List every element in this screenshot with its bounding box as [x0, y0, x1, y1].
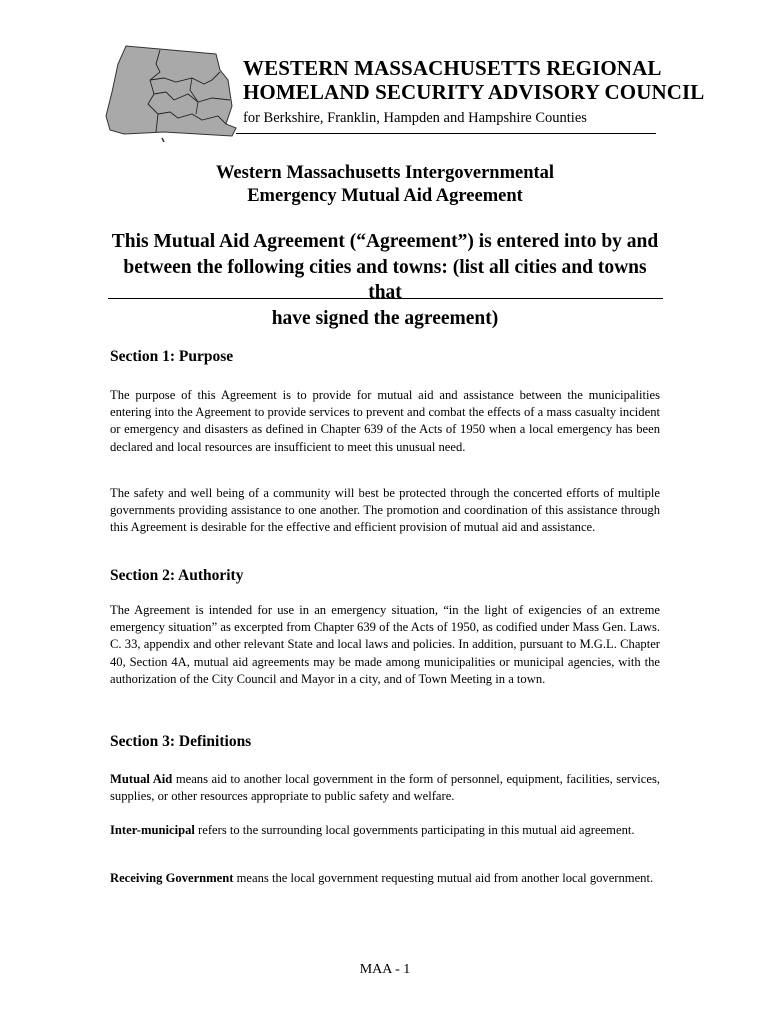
intro-divider	[108, 298, 663, 299]
definition-term: Inter-municipal	[110, 823, 195, 837]
section2-heading: Section 2: Authority	[110, 567, 244, 584]
definition-inter-municipal	[110, 822, 660, 839]
title-line1: Western Massachusetts Intergovernmental	[215, 163, 555, 183]
definition-text: means aid to another local government in the form of personnel, equipment, facilities, services, supplies, or other resources appropriate to public safety and welfare.	[110, 772, 661, 804]
definition-term: Mutual Aid	[110, 772, 173, 786]
org-name-line2: HOMELAND SECURITY ADVISORY COUNCIL	[243, 80, 705, 104]
section1-paragraph2: The safety and well being of a community will best be protected through the concerted efforts of multiple governments providing assistance to one another. The promotion and coordination of this assistance through this Agreement is desirable for the effective and efficient provision of mutual aid and assistance.	[110, 486, 660, 535]
intro-line3: have signed the agreement)	[271, 307, 499, 329]
section2-paragraph1: The Agreement is intended for use in an emergency situation, “in the light of exigencies of an extreme emergency situation” as excerpted from Chapter 639 of the Acts of 1950, as codified under Mass Gen. Laws. C. 33, appendix and other relevant State and local laws and policies. In addition, pursuant to M.G.L. Chapter 40, Section 4A, mutual aid agreements may be made among municipalities or municipal agencies, with the authorization of the City Council and Mayor in a city, and of Town Meeting in a town.	[110, 603, 660, 686]
title-line2: Emergency Mutual Aid Agreement	[247, 186, 523, 206]
section1-heading: Section 1: Purpose	[110, 348, 234, 365]
org-name-line1: WESTERN MASSACHUSETTS REGIONAL	[243, 56, 662, 80]
agreement-intro	[110, 229, 660, 331]
counties-subtitle: for Berkshire, Franklin, Hampden and Hampshire Counties	[243, 110, 587, 126]
definition-receiving-government	[110, 870, 660, 887]
definition-mutual-aid	[110, 771, 660, 805]
document-title	[110, 162, 660, 208]
section1-paragraph1: The purpose of this Agreement is to provide for mutual aid and assistance between the municipalities entering into the Agreement to provide services to prevent and combat the effects of a mass casualty incident or emergency and disasters as defined in Chapter 639 of the Acts of 1950 when a local emergency has been declared and local resources are insufficient to meet this unusual need.	[110, 388, 660, 454]
intro-line1: This Mutual Aid Agreement (“Agreement”) is entered into by and	[111, 231, 659, 252]
definition-term: Receiving Government	[110, 871, 234, 885]
definition-text: means the local government requesting mutual aid from another local government.	[233, 871, 654, 885]
intro-line2: between the following cities and towns: (list all cities and towns that	[123, 256, 647, 303]
western-massachusetts-map-icon	[104, 44, 240, 142]
section3-heading: Section 3: Definitions	[110, 733, 252, 750]
organization-header	[243, 56, 705, 127]
definition-text: refers to the surrounding local governments participating in this mutual aid agreement.	[194, 823, 635, 837]
header-divider	[236, 133, 656, 134]
page-number: MAA - 1	[359, 962, 411, 977]
